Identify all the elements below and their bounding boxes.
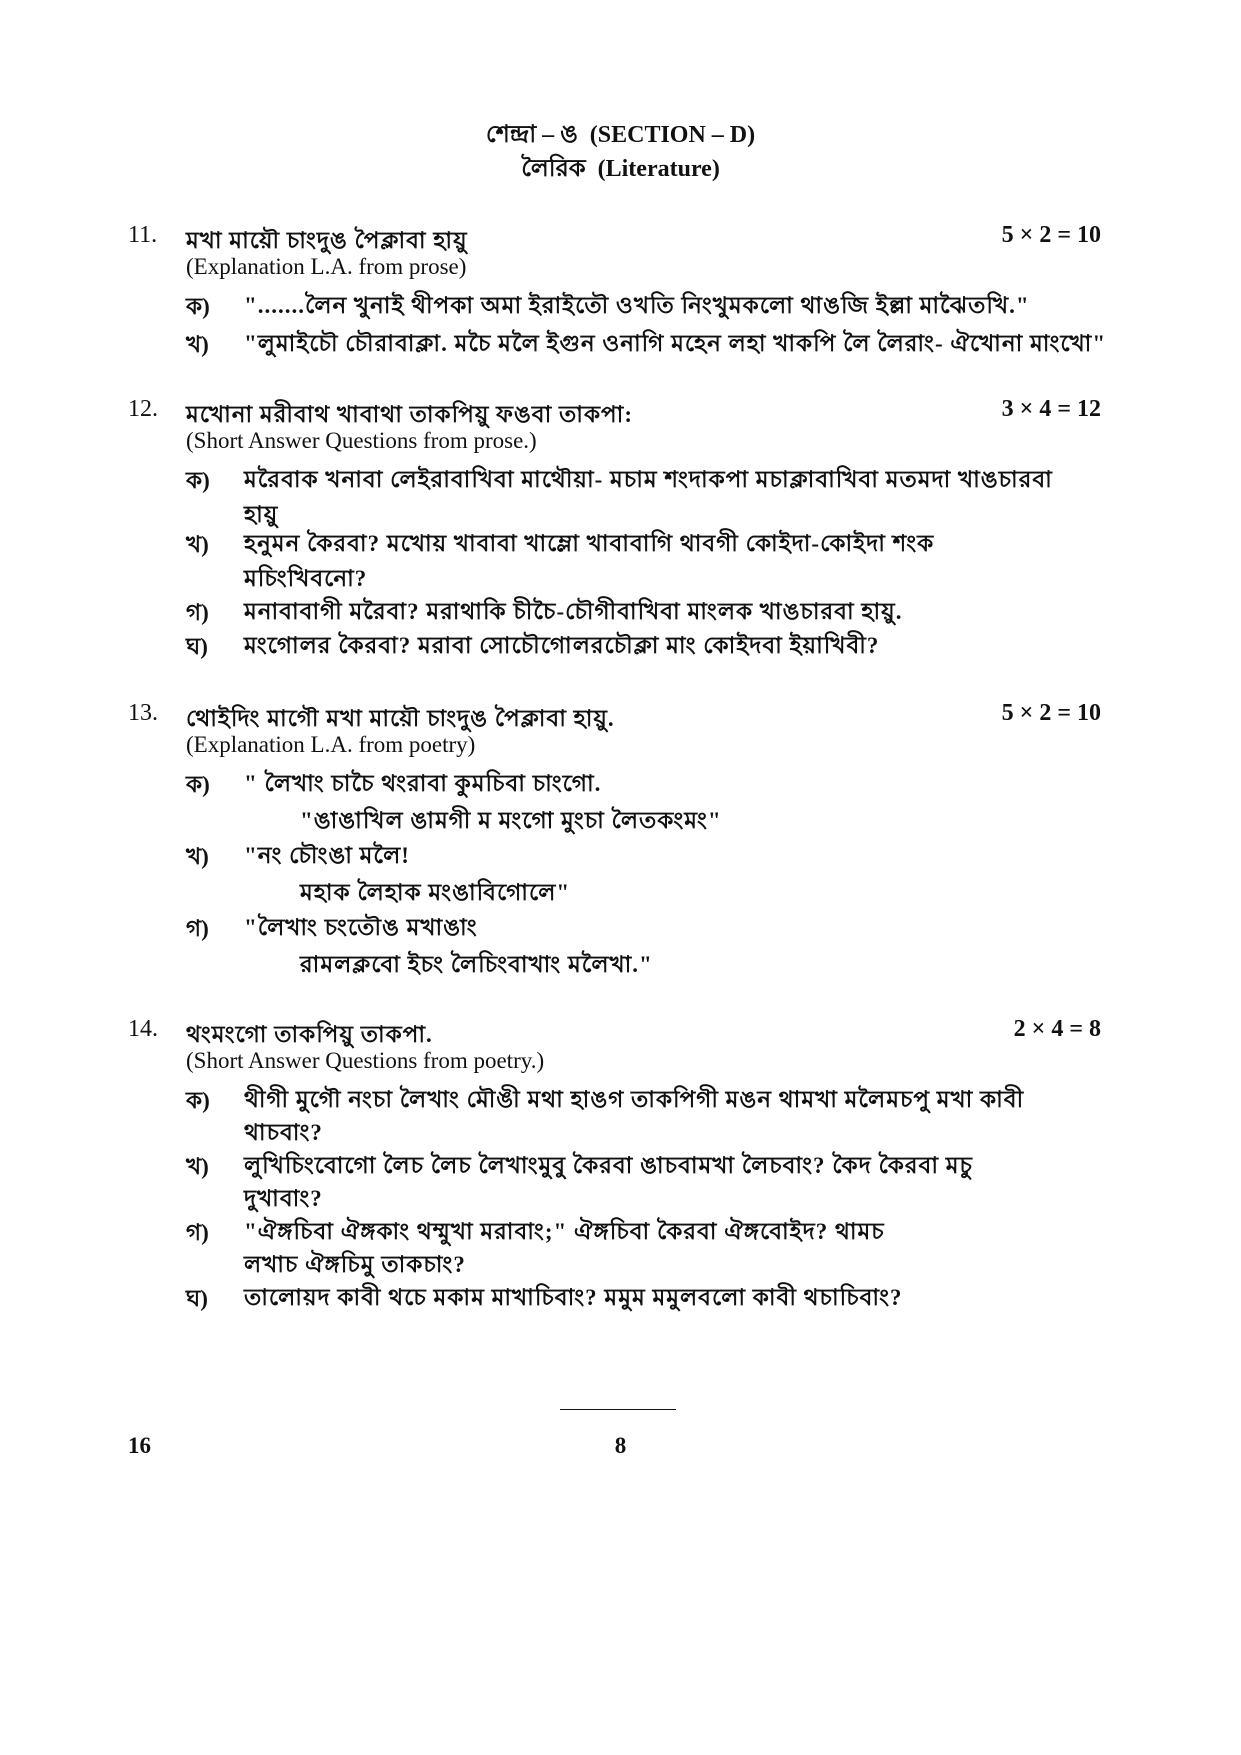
question-marks: 3 × 4 = 12 [1001, 396, 1101, 422]
item-label: ক) [186, 772, 210, 797]
question-text: থোইদিং মাগৌ মখা মায়ৌ চাংদুঙ পৈক্লাবা হায়ু. [186, 706, 615, 731]
item-text-continuation: লখাচ ঐঙ্গচিমু তাকচাং? [244, 1252, 466, 1277]
item-text: মনাবাবাগী মরৈবা? মরাথাকি চীচৈ-চৌগীবাখিবা মাংলক খাঙচারবা হায়ু. [244, 599, 903, 624]
literature-heading [0, 150, 1241, 190]
question-text: থংমংগো তাকপিয়ু তাকপা. [186, 1022, 433, 1047]
footer-divider [560, 1409, 676, 1410]
question-marks: 5 × 2 = 10 [1001, 222, 1101, 248]
item-label: ঘ) [186, 1286, 208, 1311]
question-marks: 2 × 4 = 8 [1013, 1016, 1101, 1042]
question-number: 14. [128, 1016, 158, 1042]
item-label: খ) [186, 532, 209, 557]
question-14-subtitle: (Short Answer Questions from poetry.) [186, 1048, 545, 1073]
item-label: খ) [186, 1154, 209, 1179]
item-text-continuation: "ঙাঙাখিল ঙামগী ম মংগো মুংচা লৈতকংমং" [300, 808, 722, 833]
item-text: "লৈখাং চংতৌঙ মখাঙাং [244, 915, 478, 940]
item-text-continuation: দুখাবাং? [244, 1186, 323, 1211]
question-number: 13. [128, 700, 158, 726]
footer-code: 16 [128, 1433, 151, 1458]
item-text-continuation: মচিংখিবনো? [244, 566, 368, 591]
item-label: ক) [186, 1088, 210, 1113]
item-text: মংগোলর কৈরবা? মরাবা সোচৌগোলরচৌক্লা মাং কোইদবা ইয়াখিবী? [244, 633, 880, 658]
question-number: 11. [128, 222, 158, 248]
item-text-continuation: হায়ু [244, 502, 279, 527]
item-label: গ) [186, 916, 209, 941]
item-text: ".......লৈন খুনাই থীপকা অমা ইরাইতৌ ওখতি নিংখুমকলো থাঙজি ইল্লা মাঝৈতখি." [244, 293, 1030, 318]
literature-heading-mm: লৈরিক [521, 156, 586, 182]
question-12-subtitle: (Short Answer Questions from prose.) [186, 428, 537, 453]
item-label: গ) [186, 600, 209, 625]
question-text: মখা মায়ৌ চাংদুঙ পৈক্লাবা হায়ু [186, 228, 468, 253]
item-text-continuation: মহাক লৈহাক মংঙাবিগোলে" [300, 880, 571, 905]
item-text: "ঐঙ্গচিবা ঐঙ্গকাং থম্মুখা মরাবাং;" ঐঙ্গচিবা কৈরবা ঐঙ্গবোইদ? থামচ [244, 1219, 885, 1244]
item-text-continuation: রামলক্লবো ইচং লৈচিংবাখাং মলৈখা." [300, 952, 653, 977]
item-label: গ) [186, 1220, 209, 1245]
item-text: মরৈবাক খনাবা লেইরাবাখিবা মাথৌয়া- মচাম শংদাকপা মচাক্লাবাখিবা মতমদা খাঙচারবা [244, 467, 1053, 492]
item-text: "নং চৌংঙা মলৈ! [244, 843, 410, 868]
item-text: লুখিচিংবোগো লৈচ লৈচ লৈখাংমুবু কৈরবা ঙাচবামখা লৈচবাং? কৈদ কৈরবা মচু [244, 1153, 973, 1178]
item-text: " লৈখাং চাচৈ থংরাবা কুমচিবা চাংগো. [244, 771, 602, 796]
question-number: 12. [128, 396, 158, 422]
page-number: 8 [614, 1433, 627, 1458]
item-text-continuation: থাচবাং? [244, 1120, 323, 1145]
question-text: মখোনা মরীবাথ খাবাথা তাকপিয়ু ফঙবা তাকপা: [186, 402, 633, 427]
item-text: হনুমন কৈরবা? মখোয় খাবাবা খাম্লো খাবাবাগি থাবগী কোইদা-কোইদা শংক [244, 531, 935, 556]
item-text: তালোয়দ কাবী থচে মকাম মাখাচিবাং? মমুম মমুলবলো কাবী থচাচিবাং? [244, 1285, 903, 1310]
item-text: থীগী মুগৌ নংচা লৈখাং মৌঙী মথা হাঙগ তাকপিগী মঙন থামখা মলৈমচপু মখা কাবী [244, 1087, 1025, 1112]
item-label: খ) [186, 844, 209, 869]
item-label: ঘ) [186, 634, 208, 659]
item-text: "লুমাইচৌ চৌরাবাক্লা. মচৈ মলৈ ইগুন ওনাগি মহেন লহা খাকপি লৈ লৈরাং- ঐখোনা মাংখো" [244, 331, 1107, 356]
question-marks: 5 × 2 = 10 [1001, 700, 1101, 726]
literature-heading-en: (Literature) [597, 156, 720, 182]
section-heading-en: (SECTION – D) [589, 122, 756, 148]
section-heading-mm: শেন্দ্রা – ঙ [485, 122, 578, 148]
item-label: ক) [186, 294, 210, 319]
item-label: খ) [186, 332, 209, 357]
question-11-subtitle: (Explanation L.A. from prose) [186, 254, 467, 279]
item-label: ক) [186, 468, 210, 493]
question-13-subtitle: (Explanation L.A. from poetry) [186, 732, 476, 757]
